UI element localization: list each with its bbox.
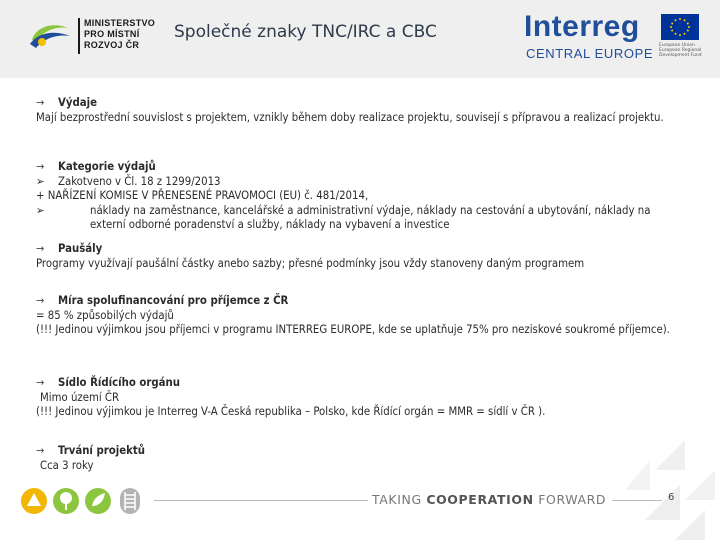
transport-icon <box>116 484 144 518</box>
section-kategorie <box>36 160 686 233</box>
arrow-icon: → <box>36 444 45 457</box>
arrow-icon: → <box>36 376 45 389</box>
arrow-icon: → <box>36 160 45 173</box>
section-text: Mají bezprostřední souvislost s projektem, vznikly během doby realizace projektu, souvisejí s přípravou a realizací projektu. <box>36 110 664 124</box>
arrow-icon: → <box>36 294 45 307</box>
decorative-triangles <box>605 430 720 540</box>
thematic-icons <box>20 484 150 520</box>
low-carbon-icon <box>84 484 112 518</box>
slide-header <box>0 0 720 78</box>
page-number: 6 <box>668 492 675 503</box>
section-heading: Paušály <box>58 242 103 255</box>
ministry-logo-icon <box>28 18 72 54</box>
section-heading: Míra spolufinancování pro příjemce z ČR <box>58 294 289 307</box>
section-heading: Kategorie výdajů <box>58 160 156 173</box>
section-heading: Trvání projektů <box>58 444 145 457</box>
footer-divider-right <box>612 500 662 501</box>
section-text: Cca 3 roky <box>40 458 94 472</box>
environment-icon <box>52 484 80 518</box>
ministry-name: MINISTERSTVO PRO MÍSTNÍ ROZVOJ ČR <box>84 18 156 50</box>
arrow-icon: → <box>36 96 45 109</box>
eu-caption: European Union European Regional Development Fund <box>659 43 702 58</box>
section-text: (!!! Jedinou výjimkou je Interreg V-A Česká republika – Polsko, kde Řídící orgán = MMR = sídlí v ČR ). <box>36 405 546 418</box>
eu-flag-icon <box>661 14 699 40</box>
section-pausaly <box>36 242 686 271</box>
section-text: Zakotveno v Čl. 18 z 1299/2013 <box>58 174 221 188</box>
innovation-icon <box>20 484 48 518</box>
section-text: Programy využívají paušální částky anebo sazby; přesné podmínky jsou vždy stanoveny daným programem <box>36 256 585 270</box>
footer-tagline: TAKING COOPERATION FORWARD <box>372 492 607 507</box>
section-mira <box>36 294 686 338</box>
section-vydaje <box>36 96 686 125</box>
page-title: Společné znaky TNC/IRC a CBC <box>174 22 437 42</box>
ministry-divider <box>78 18 80 54</box>
section-heading: Výdaje <box>58 96 97 109</box>
section-text: + NAŘÍZENÍ KOMISE V PŘENESENÉ PRAVOMOCI (EU) č. 481/2014, <box>36 189 369 202</box>
section-heading: Sídlo Řídícího orgánu <box>58 376 181 389</box>
section-sidlo <box>36 376 686 420</box>
interreg-program: CENTRAL EUROPE <box>526 46 654 61</box>
arrow-icon: → <box>36 242 45 255</box>
footer-divider <box>154 500 368 501</box>
bullet-arrow-icon: ➢ <box>36 174 45 188</box>
section-text: (!!! Jedinou výjimkou jsou příjemci v programu INTERREG EUROPE, kde se uplatňuje 75% pro neziskové soukromé příjemce). <box>36 323 670 336</box>
bullet-arrow-icon: ➢ <box>36 203 45 217</box>
interreg-logo: Interreg <box>524 10 640 43</box>
section-text: náklady na zaměstnance, kancelářské a administrativní výdaje, náklady na cestování a ubytování, náklady na externí odborné poradenství a služby, náklady na vybavení a investice <box>90 203 651 231</box>
section-text: = 85 % způsobilých výdajů <box>36 308 174 322</box>
section-trvani <box>36 444 686 473</box>
section-text: Mimo území ČR <box>40 390 120 404</box>
